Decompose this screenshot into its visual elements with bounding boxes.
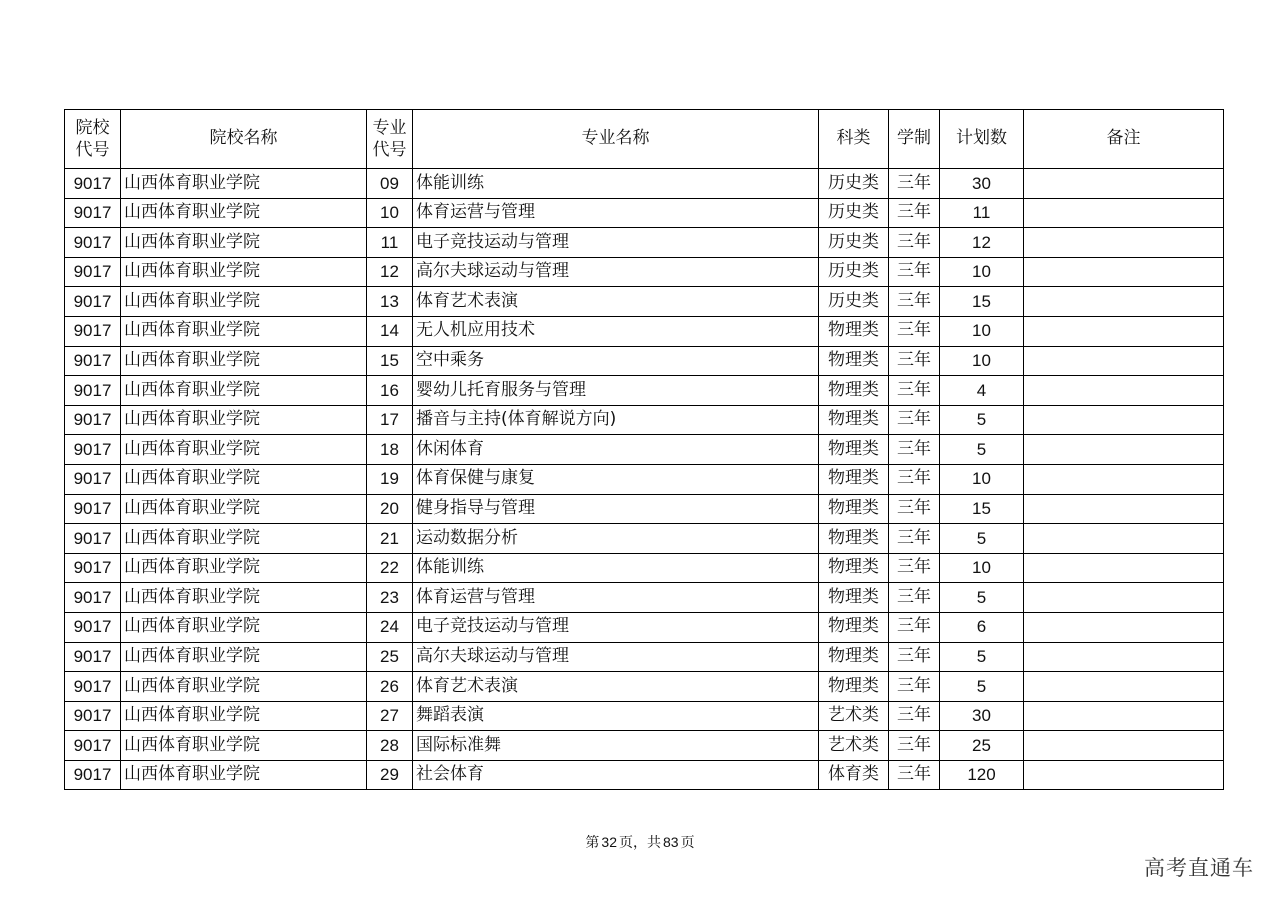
cell-major-name: 电子竞技运动与管理 <box>413 228 819 258</box>
cell-school-code: 9017 <box>65 494 121 524</box>
header-school-code <box>65 110 121 169</box>
table-row <box>65 494 1224 524</box>
cell-remarks <box>1024 583 1224 613</box>
table-row <box>65 553 1224 583</box>
cell-duration: 三年 <box>889 316 940 346</box>
table-row <box>65 316 1224 346</box>
cell-major-name: 体育运营与管理 <box>413 198 819 228</box>
cell-subject-type: 体育类 <box>819 760 889 790</box>
cell-subject-type: 物理类 <box>819 642 889 672</box>
table-header-row <box>65 110 1224 169</box>
cell-major-code: 13 <box>367 287 413 317</box>
cell-major-name: 体育艺术表演 <box>413 672 819 702</box>
cell-school-name: 山西体育职业学院 <box>121 731 367 761</box>
cell-school-code: 9017 <box>65 257 121 287</box>
cell-major-name: 高尔夫球运动与管理 <box>413 257 819 287</box>
table-row <box>65 405 1224 435</box>
header-school-code-line2: 代号 <box>75 140 110 160</box>
header-school-code-line1: 院校 <box>75 118 110 138</box>
cell-remarks <box>1024 701 1224 731</box>
cell-school-name: 山西体育职业学院 <box>121 760 367 790</box>
cell-subject-type: 物理类 <box>819 435 889 465</box>
cell-major-code: 25 <box>367 642 413 672</box>
cell-duration: 三年 <box>889 553 940 583</box>
cell-school-name: 山西体育职业学院 <box>121 228 367 258</box>
cell-duration: 三年 <box>889 228 940 258</box>
cell-subject-type: 物理类 <box>819 494 889 524</box>
cell-school-name: 山西体育职业学院 <box>121 494 367 524</box>
cell-plan-count: 6 <box>940 612 1024 642</box>
table-row <box>65 287 1224 317</box>
cell-plan-count: 12 <box>940 228 1024 258</box>
table-row <box>65 464 1224 494</box>
cell-school-name: 山西体育职业学院 <box>121 701 367 731</box>
cell-major-name: 舞蹈表演 <box>413 701 819 731</box>
cell-duration: 三年 <box>889 405 940 435</box>
cell-plan-count: 5 <box>940 583 1024 613</box>
cell-duration: 三年 <box>889 583 940 613</box>
cell-school-name: 山西体育职业学院 <box>121 316 367 346</box>
cell-subject-type: 物理类 <box>819 524 889 554</box>
cell-remarks <box>1024 405 1224 435</box>
table-row <box>65 435 1224 465</box>
watermark-text: 高考直通车 <box>1144 856 1254 880</box>
cell-subject-type: 物理类 <box>819 583 889 613</box>
cell-school-name: 山西体育职业学院 <box>121 287 367 317</box>
table-row <box>65 760 1224 790</box>
cell-plan-count: 5 <box>940 524 1024 554</box>
table-row <box>65 257 1224 287</box>
table-row <box>65 583 1224 613</box>
cell-plan-count: 10 <box>940 316 1024 346</box>
cell-plan-count: 15 <box>940 494 1024 524</box>
table-row <box>65 198 1224 228</box>
cell-major-code: 24 <box>367 612 413 642</box>
cell-major-code: 21 <box>367 524 413 554</box>
cell-remarks <box>1024 494 1224 524</box>
cell-school-code: 9017 <box>65 169 121 199</box>
cell-school-name: 山西体育职业学院 <box>121 198 367 228</box>
cell-major-code: 16 <box>367 376 413 406</box>
table-row <box>65 731 1224 761</box>
cell-remarks <box>1024 287 1224 317</box>
cell-school-code: 9017 <box>65 464 121 494</box>
cell-subject-type: 历史类 <box>819 198 889 228</box>
cell-plan-count: 4 <box>940 376 1024 406</box>
cell-school-name: 山西体育职业学院 <box>121 583 367 613</box>
cell-duration: 三年 <box>889 464 940 494</box>
table-row <box>65 612 1224 642</box>
cell-school-name: 山西体育职业学院 <box>121 405 367 435</box>
cell-plan-count: 10 <box>940 346 1024 376</box>
cell-school-name: 山西体育职业学院 <box>121 257 367 287</box>
cell-remarks <box>1024 435 1224 465</box>
cell-school-code: 9017 <box>65 642 121 672</box>
page-number <box>0 832 1280 852</box>
cell-school-code: 9017 <box>65 583 121 613</box>
cell-major-code: 29 <box>367 760 413 790</box>
cell-major-name: 体育运营与管理 <box>413 583 819 613</box>
header-major-name: 专业名称 <box>413 110 819 169</box>
cell-major-code: 26 <box>367 672 413 702</box>
cell-major-name: 体能训练 <box>413 553 819 583</box>
page-prefix: 第 <box>585 836 600 851</box>
cell-duration: 三年 <box>889 346 940 376</box>
cell-major-code: 27 <box>367 701 413 731</box>
cell-remarks <box>1024 672 1224 702</box>
cell-major-name: 电子竞技运动与管理 <box>413 612 819 642</box>
cell-duration: 三年 <box>889 760 940 790</box>
cell-major-name: 婴幼儿托育服务与管理 <box>413 376 819 406</box>
cell-duration: 三年 <box>889 701 940 731</box>
cell-school-code: 9017 <box>65 731 121 761</box>
cell-school-code: 9017 <box>65 701 121 731</box>
cell-subject-type: 艺术类 <box>819 731 889 761</box>
page-total: 83 <box>663 834 679 850</box>
cell-major-name: 社会体育 <box>413 760 819 790</box>
cell-major-code: 09 <box>367 169 413 199</box>
cell-remarks <box>1024 257 1224 287</box>
cell-school-code: 9017 <box>65 760 121 790</box>
cell-plan-count: 25 <box>940 731 1024 761</box>
cell-school-code: 9017 <box>65 287 121 317</box>
cell-subject-type: 物理类 <box>819 553 889 583</box>
table-row <box>65 672 1224 702</box>
cell-school-name: 山西体育职业学院 <box>121 524 367 554</box>
cell-major-name: 健身指导与管理 <box>413 494 819 524</box>
header-plan-count: 计划数 <box>940 110 1024 169</box>
cell-duration: 三年 <box>889 169 940 199</box>
cell-duration: 三年 <box>889 257 940 287</box>
cell-duration: 三年 <box>889 642 940 672</box>
cell-school-code: 9017 <box>65 316 121 346</box>
cell-school-code: 9017 <box>65 198 121 228</box>
cell-subject-type: 物理类 <box>819 316 889 346</box>
cell-major-code: 22 <box>367 553 413 583</box>
header-major-code <box>367 110 413 169</box>
cell-school-name: 山西体育职业学院 <box>121 672 367 702</box>
cell-remarks <box>1024 316 1224 346</box>
cell-major-name: 高尔夫球运动与管理 <box>413 642 819 672</box>
cell-school-name: 山西体育职业学院 <box>121 612 367 642</box>
cell-remarks <box>1024 464 1224 494</box>
cell-remarks <box>1024 524 1224 554</box>
cell-remarks <box>1024 228 1224 258</box>
cell-duration: 三年 <box>889 198 940 228</box>
cell-duration: 三年 <box>889 612 940 642</box>
cell-plan-count: 11 <box>940 198 1024 228</box>
cell-remarks <box>1024 731 1224 761</box>
header-subject-type: 科类 <box>819 110 889 169</box>
cell-major-code: 18 <box>367 435 413 465</box>
cell-remarks <box>1024 376 1224 406</box>
cell-duration: 三年 <box>889 672 940 702</box>
cell-major-name: 空中乘务 <box>413 346 819 376</box>
cell-subject-type: 物理类 <box>819 346 889 376</box>
cell-major-name: 运动数据分析 <box>413 524 819 554</box>
cell-subject-type: 物理类 <box>819 405 889 435</box>
header-major-code-line1: 专业 <box>372 118 407 138</box>
cell-plan-count: 10 <box>940 257 1024 287</box>
cell-duration: 三年 <box>889 494 940 524</box>
cell-subject-type: 艺术类 <box>819 701 889 731</box>
admission-plan-table <box>64 109 1224 790</box>
cell-school-code: 9017 <box>65 524 121 554</box>
cell-school-code: 9017 <box>65 672 121 702</box>
cell-subject-type: 物理类 <box>819 464 889 494</box>
cell-major-code: 11 <box>367 228 413 258</box>
cell-school-code: 9017 <box>65 553 121 583</box>
header-remarks: 备注 <box>1024 110 1224 169</box>
cell-major-name: 无人机应用技术 <box>413 316 819 346</box>
cell-major-name: 体育艺术表演 <box>413 287 819 317</box>
cell-school-code: 9017 <box>65 346 121 376</box>
header-school-name: 院校名称 <box>121 110 367 169</box>
cell-subject-type: 历史类 <box>819 287 889 317</box>
cell-major-name: 体育保健与康复 <box>413 464 819 494</box>
cell-plan-count: 5 <box>940 672 1024 702</box>
table-row <box>65 228 1224 258</box>
cell-duration: 三年 <box>889 731 940 761</box>
cell-subject-type: 历史类 <box>819 169 889 199</box>
cell-school-name: 山西体育职业学院 <box>121 435 367 465</box>
cell-school-name: 山西体育职业学院 <box>121 553 367 583</box>
page-current: 32 <box>601 834 617 850</box>
cell-remarks <box>1024 346 1224 376</box>
cell-major-code: 28 <box>367 731 413 761</box>
table-body <box>65 169 1224 790</box>
cell-plan-count: 10 <box>940 464 1024 494</box>
cell-major-code: 23 <box>367 583 413 613</box>
cell-plan-count: 5 <box>940 405 1024 435</box>
cell-school-name: 山西体育职业学院 <box>121 642 367 672</box>
cell-major-code: 14 <box>367 316 413 346</box>
cell-major-code: 12 <box>367 257 413 287</box>
table-row <box>65 701 1224 731</box>
cell-plan-count: 5 <box>940 435 1024 465</box>
table-row <box>65 346 1224 376</box>
cell-major-code: 17 <box>367 405 413 435</box>
cell-major-code: 20 <box>367 494 413 524</box>
cell-subject-type: 历史类 <box>819 257 889 287</box>
cell-subject-type: 物理类 <box>819 672 889 702</box>
cell-school-name: 山西体育职业学院 <box>121 464 367 494</box>
cell-remarks <box>1024 760 1224 790</box>
cell-major-name: 休闲体育 <box>413 435 819 465</box>
cell-plan-count: 10 <box>940 553 1024 583</box>
cell-duration: 三年 <box>889 287 940 317</box>
cell-remarks <box>1024 198 1224 228</box>
page-suffix: 页 <box>680 836 695 851</box>
table-row <box>65 524 1224 554</box>
cell-plan-count: 30 <box>940 701 1024 731</box>
cell-remarks <box>1024 553 1224 583</box>
cell-plan-count: 5 <box>940 642 1024 672</box>
cell-duration: 三年 <box>889 435 940 465</box>
cell-major-code: 10 <box>367 198 413 228</box>
cell-plan-count: 120 <box>940 760 1024 790</box>
cell-subject-type: 物理类 <box>819 612 889 642</box>
cell-major-code: 15 <box>367 346 413 376</box>
cell-school-code: 9017 <box>65 435 121 465</box>
cell-school-code: 9017 <box>65 228 121 258</box>
cell-duration: 三年 <box>889 376 940 406</box>
cell-major-name: 国际标准舞 <box>413 731 819 761</box>
table-row <box>65 642 1224 672</box>
cell-plan-count: 30 <box>940 169 1024 199</box>
table-row <box>65 376 1224 406</box>
cell-remarks <box>1024 642 1224 672</box>
cell-major-name: 体能训练 <box>413 169 819 199</box>
cell-school-name: 山西体育职业学院 <box>121 346 367 376</box>
cell-school-code: 9017 <box>65 376 121 406</box>
cell-remarks <box>1024 612 1224 642</box>
header-duration: 学制 <box>889 110 940 169</box>
cell-school-name: 山西体育职业学院 <box>121 169 367 199</box>
page-mid: 页，共 <box>619 836 661 851</box>
cell-subject-type: 历史类 <box>819 228 889 258</box>
cell-plan-count: 15 <box>940 287 1024 317</box>
cell-school-code: 9017 <box>65 612 121 642</box>
cell-duration: 三年 <box>889 524 940 554</box>
cell-major-code: 19 <box>367 464 413 494</box>
header-major-code-line2: 代号 <box>372 140 407 160</box>
table-row <box>65 169 1224 199</box>
cell-major-name: 播音与主持(体育解说方向) <box>413 405 819 435</box>
cell-school-name: 山西体育职业学院 <box>121 376 367 406</box>
cell-subject-type: 物理类 <box>819 376 889 406</box>
cell-school-code: 9017 <box>65 405 121 435</box>
cell-remarks <box>1024 169 1224 199</box>
